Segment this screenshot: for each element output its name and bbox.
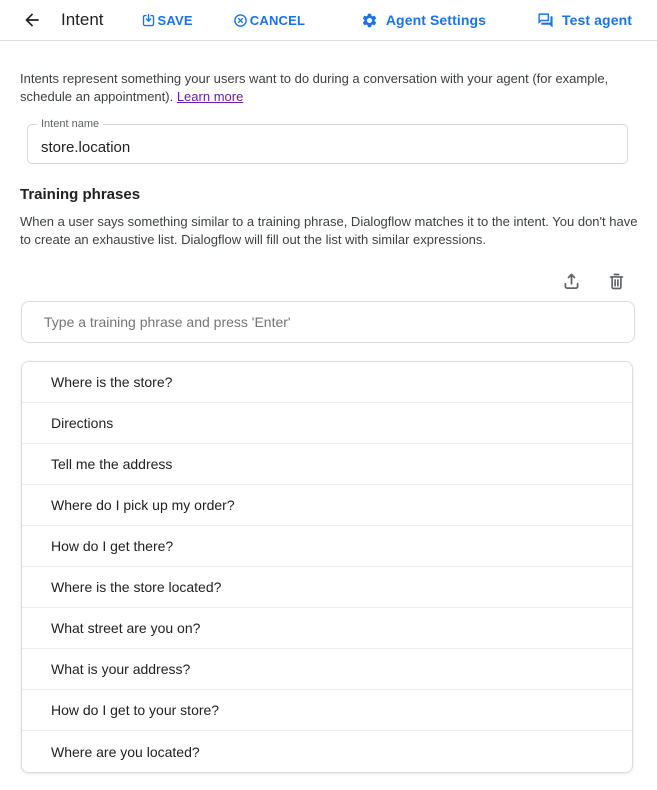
test-agent-button[interactable] xyxy=(537,12,632,29)
intent-description xyxy=(20,70,642,106)
learn-more-link[interactable]: Learn more xyxy=(176,89,244,104)
upload-phrases-button[interactable] xyxy=(560,270,582,292)
cancel-button-label: CANCEL xyxy=(249,12,306,28)
training-phrases-description: When a user says something similar to a training phrase, Dialogflow matches it to the intent. You don't have to create an exhaustive list. Dialogflow will fill out the list with similar expressions. xyxy=(20,214,638,247)
training-phrases-toolbar xyxy=(0,270,627,292)
training-phrase-row[interactable]: Tell me the address xyxy=(22,444,632,485)
training-phrase-row[interactable]: How do I get there? xyxy=(22,526,632,567)
intent-name-field xyxy=(27,118,628,164)
save-icon xyxy=(141,13,156,28)
intent-editor xyxy=(0,70,657,773)
training-phrase-row[interactable]: What is your address? xyxy=(22,649,632,690)
agent-settings-button[interactable] xyxy=(361,12,486,29)
training-phrase-row[interactable]: How do I get to your store? xyxy=(22,690,632,731)
trash-icon xyxy=(606,271,627,292)
test-agent-label: Test agent xyxy=(562,12,632,28)
save-button-label: SAVE xyxy=(157,12,193,28)
arrow-back-icon xyxy=(22,10,42,30)
agent-settings-label: Agent Settings xyxy=(385,12,487,28)
delete-phrases-button[interactable] xyxy=(605,270,627,292)
intent-description-text: Intents represent something your users want to do during a conversation with your agent (for example, schedule an appointment). xyxy=(20,71,609,104)
training-phrase-row[interactable]: Where is the store? xyxy=(22,362,632,403)
training-phrase-row[interactable]: Where are you located? xyxy=(22,731,632,772)
intent-name-input[interactable] xyxy=(28,125,627,163)
cancel-circle-icon xyxy=(233,13,248,28)
training-phrase-row[interactable]: Where do I pick up my order? xyxy=(22,485,632,526)
training-phrase-row[interactable]: What street are you on? xyxy=(22,608,632,649)
training-phrases-list xyxy=(21,361,633,773)
intent-name-label: Intent name xyxy=(37,118,103,131)
upload-icon xyxy=(561,271,582,292)
training-phrase-row[interactable]: Directions xyxy=(22,403,632,444)
training-phrase-row[interactable]: Where is the store located? xyxy=(22,567,632,608)
top-bar xyxy=(0,0,657,41)
page-title: Intent xyxy=(61,10,104,29)
chat-forum-icon xyxy=(537,12,554,29)
gear-icon xyxy=(361,12,378,29)
cancel-button[interactable] xyxy=(233,13,305,28)
training-phrase-input[interactable] xyxy=(21,301,635,343)
back-button[interactable] xyxy=(20,8,44,32)
save-button[interactable] xyxy=(141,13,193,28)
training-phrases-heading: Training phrases xyxy=(20,186,141,203)
